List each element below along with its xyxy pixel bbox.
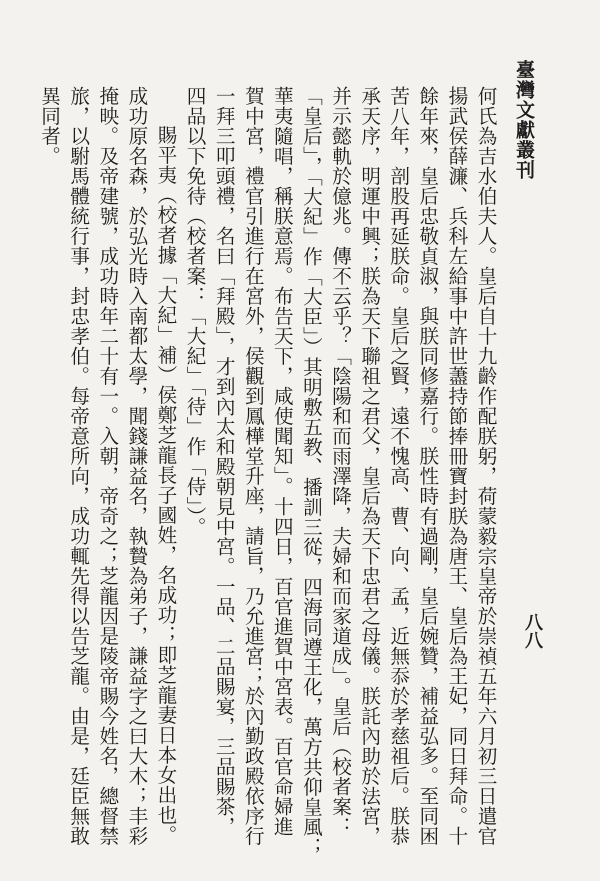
text-column: 餘年來，皇后忠敬貞淑，與朕同修嘉行。朕性時有過剛，皇后婉贊，補益弘多。至同困 <box>415 86 439 846</box>
body-text <box>37 86 500 857</box>
text-column: 四品以下免待（校者案：「大紀」「待」作「侍」）。 <box>183 86 207 537</box>
text-column: 何氏為吉水伯夫人。皇后自十九齡作配朕躬，荷蒙毅宗皇帝於崇禎五年六月初三日遣官 <box>474 86 497 846</box>
text-column: 賀中宮，禮官引進行在宮外，侯觀到鳳樺堂升座，請旨，乃允進宮；於內勤政殿依序行 <box>241 86 265 846</box>
paragraph-start-column: 賜平夷（校者據「大紀」補）侯鄭芝龍長子國姓，名成功；即芝龍妻日本女出也。 <box>153 125 177 845</box>
text-column: 異同者。 <box>37 86 61 166</box>
text-column: 承天序，明運中興；朕為天下聯祖之君父，皇后為天下忠君之母儀。朕託內助於法宮， <box>357 86 381 846</box>
text-column: 「皇后」，「大紀」作「大臣」）其明敷五教、播訓三從，四海同遵王化，萬方共仰皇風； <box>299 86 323 857</box>
text-column: 掩映。及帝建號，成功時年二十有一。入朝，帝奇之；芝龍因是陵帝賜今姓名，總督禁 <box>95 86 119 846</box>
text-column: 并示懿軌於億兆。傳不云乎？「陰陽和而雨澤降，夫婦和而家道成」。皇后（校者案： <box>328 86 352 837</box>
text-column: 旅，以駙馬體統行事，封忠孝伯。每帝意所向，成功輒先得以告芝龍。由是，廷臣無敢 <box>66 86 90 846</box>
text-column: 揚武侯薛濂、兵科左給事中許世藎持節捧冊寶封朕為唐王、皇后為王妃，同日拜命。十 <box>444 86 468 846</box>
text-column: 苦八年，剖股再延朕命。皇后之賢，遠不愧高、曹、向、孟，近無忝於孝慈祖后。朕恭 <box>386 86 410 846</box>
page-number: 八八 <box>522 613 543 649</box>
text-column: 華夷隨唱，稱朕意焉。布告天下，咸使聞知」。十四日，百官進賀中宮表。百官命婦進 <box>270 86 294 837</box>
running-title: 臺灣文獻叢刊 <box>513 60 535 180</box>
text-column: 一拜三叩頭禮，名曰「拜殿」，才到內太和殿朝見中宮。一品、二品賜宴，三品賜茶， <box>212 86 236 837</box>
text-column: 成功原名森，於弘光時入南都太學，聞錢謙益名，執贄為弟子，謙益字之曰大木；丰彩 <box>124 86 148 846</box>
